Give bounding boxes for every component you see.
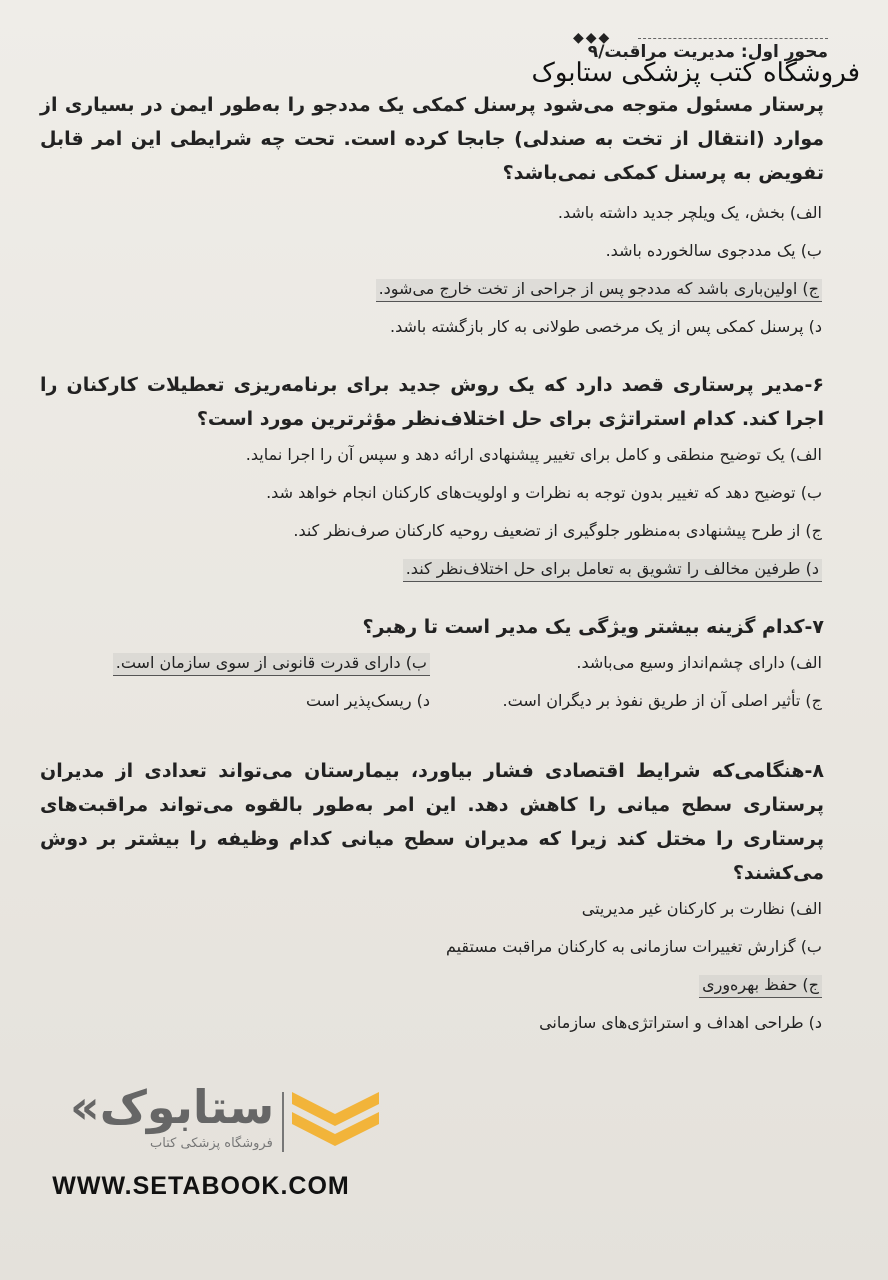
question-text-visible	[40, 88, 824, 190]
option-c	[40, 966, 824, 1004]
option-c	[40, 270, 824, 308]
question-5	[40, 88, 824, 346]
option-d: د) ریسک‌پذیر است	[305, 691, 430, 710]
website-url: WWW.SETABOOK.COM	[52, 1172, 350, 1200]
question-6	[40, 368, 824, 588]
question-8	[40, 754, 824, 1042]
highlighted-answer: ب) دارای قدرت قانونی از سوی سازمان است.	[113, 653, 430, 676]
chapter-title: محور اول: مدیریت مراقبت/۹	[587, 42, 828, 62]
option-b: ب) یک مددجوی سالخورده باشد.	[605, 241, 822, 260]
option-c: ج) از طرح پیشنهادی به‌منظور جلوگیری از تضعیف روحیه کارکنان صرف‌نظر کند.	[293, 521, 822, 540]
header-dashed-line	[638, 38, 828, 39]
logo-text: «ستابوک	[70, 1080, 275, 1134]
option-d	[40, 550, 824, 588]
question-5-text: پرستار مسئول متوجه می‌شود پرسنل کمکی یک مددجو را به‌طور ایمن در بسیاری از موارد (انتقال از تخت به صندلی) جابجا کرده است. تحت چه شرایطی این امر قابل تفویض به پرسنل کمکی نمی‌باشد؟	[40, 94, 824, 184]
logo-subtitle: فروشگاه پزشکی کتاب	[150, 1136, 273, 1151]
question-6-text: ۶-مدیر پرستاری قصد دارد که یک روش جدید برای برنامه‌ریزی تعطیلات کارکنان را اجرا کند. کدام استراتژی برای حل اختلاف‌نظر مؤثرترین مورد است؟	[40, 374, 824, 430]
questions-content	[40, 88, 824, 1042]
option-a: الف) دارای چشم‌انداز وسیع می‌باشد.	[576, 653, 822, 672]
option-d: د) طراحی اهداف و استراتژی‌های سازمانی	[539, 1013, 822, 1032]
option-d: د) پرسنل کمکی پس از یک مرخصی طولانی به کار بازگشته باشد.	[389, 317, 822, 336]
question-8-text: ۸-هنگامی‌که شرایط اقتصادی فشار بیاورد، بیمارستان می‌تواند تعدادی از مدیران پرستاری سطح میانی را کاهش دهد. این امر به‌طور بالقوه می‌تواند مراقبت‌های پرستاری را مختل کند زیرا که مدیران سطح میانی کدام وظیفه را بیشتر بر دوش می‌کشند؟	[40, 760, 824, 884]
highlighted-answer: د) طرفین مخالف را تشویق به تعامل برای حل اختلاف‌نظر کند.	[403, 559, 822, 582]
option-a: الف) بخش، یک ویلچر جدید داشته باشد.	[557, 203, 822, 222]
logo-divider	[282, 1092, 284, 1152]
option-a: الف) یک توضیح منطقی و کامل برای تغییر پیشنهادی ارائه دهد و سپس آن را اجرا نماید.	[245, 445, 822, 464]
highlighted-answer: ج) حفظ بهره‌وری	[699, 975, 822, 998]
question-7	[40, 610, 824, 720]
book-chevron-icon	[288, 1086, 383, 1156]
option-b	[40, 644, 432, 682]
highlighted-answer: ج) اولین‌باری باشد که مددجو پس از جراحی از تخت خارج می‌شود.	[376, 279, 822, 302]
option-b: ب) توضیح دهد که تغییر بدون توجه به نظرات و اولویت‌های کارکنان انجام خواهد شد.	[266, 483, 822, 502]
header-decoration: ◆◆◆	[573, 30, 612, 46]
options-grid	[40, 644, 824, 720]
option-b: ب) گزارش تغییرات سازمانی به کارکنان مراقبت مستقیم	[445, 937, 822, 956]
question-7-text: ۷-کدام گزینه بیشتر ویژگی یک مدیر است تا رهبر؟	[362, 616, 824, 638]
store-title: فروشگاه کتب پزشکی ستابوک	[531, 58, 860, 88]
option-a: الف) نظارت بر کارکنان غیر مدیریتی	[581, 899, 822, 918]
option-c: ج) تأثیر اصلی آن از طریق نفوذ بر دیگران است.	[502, 691, 822, 710]
